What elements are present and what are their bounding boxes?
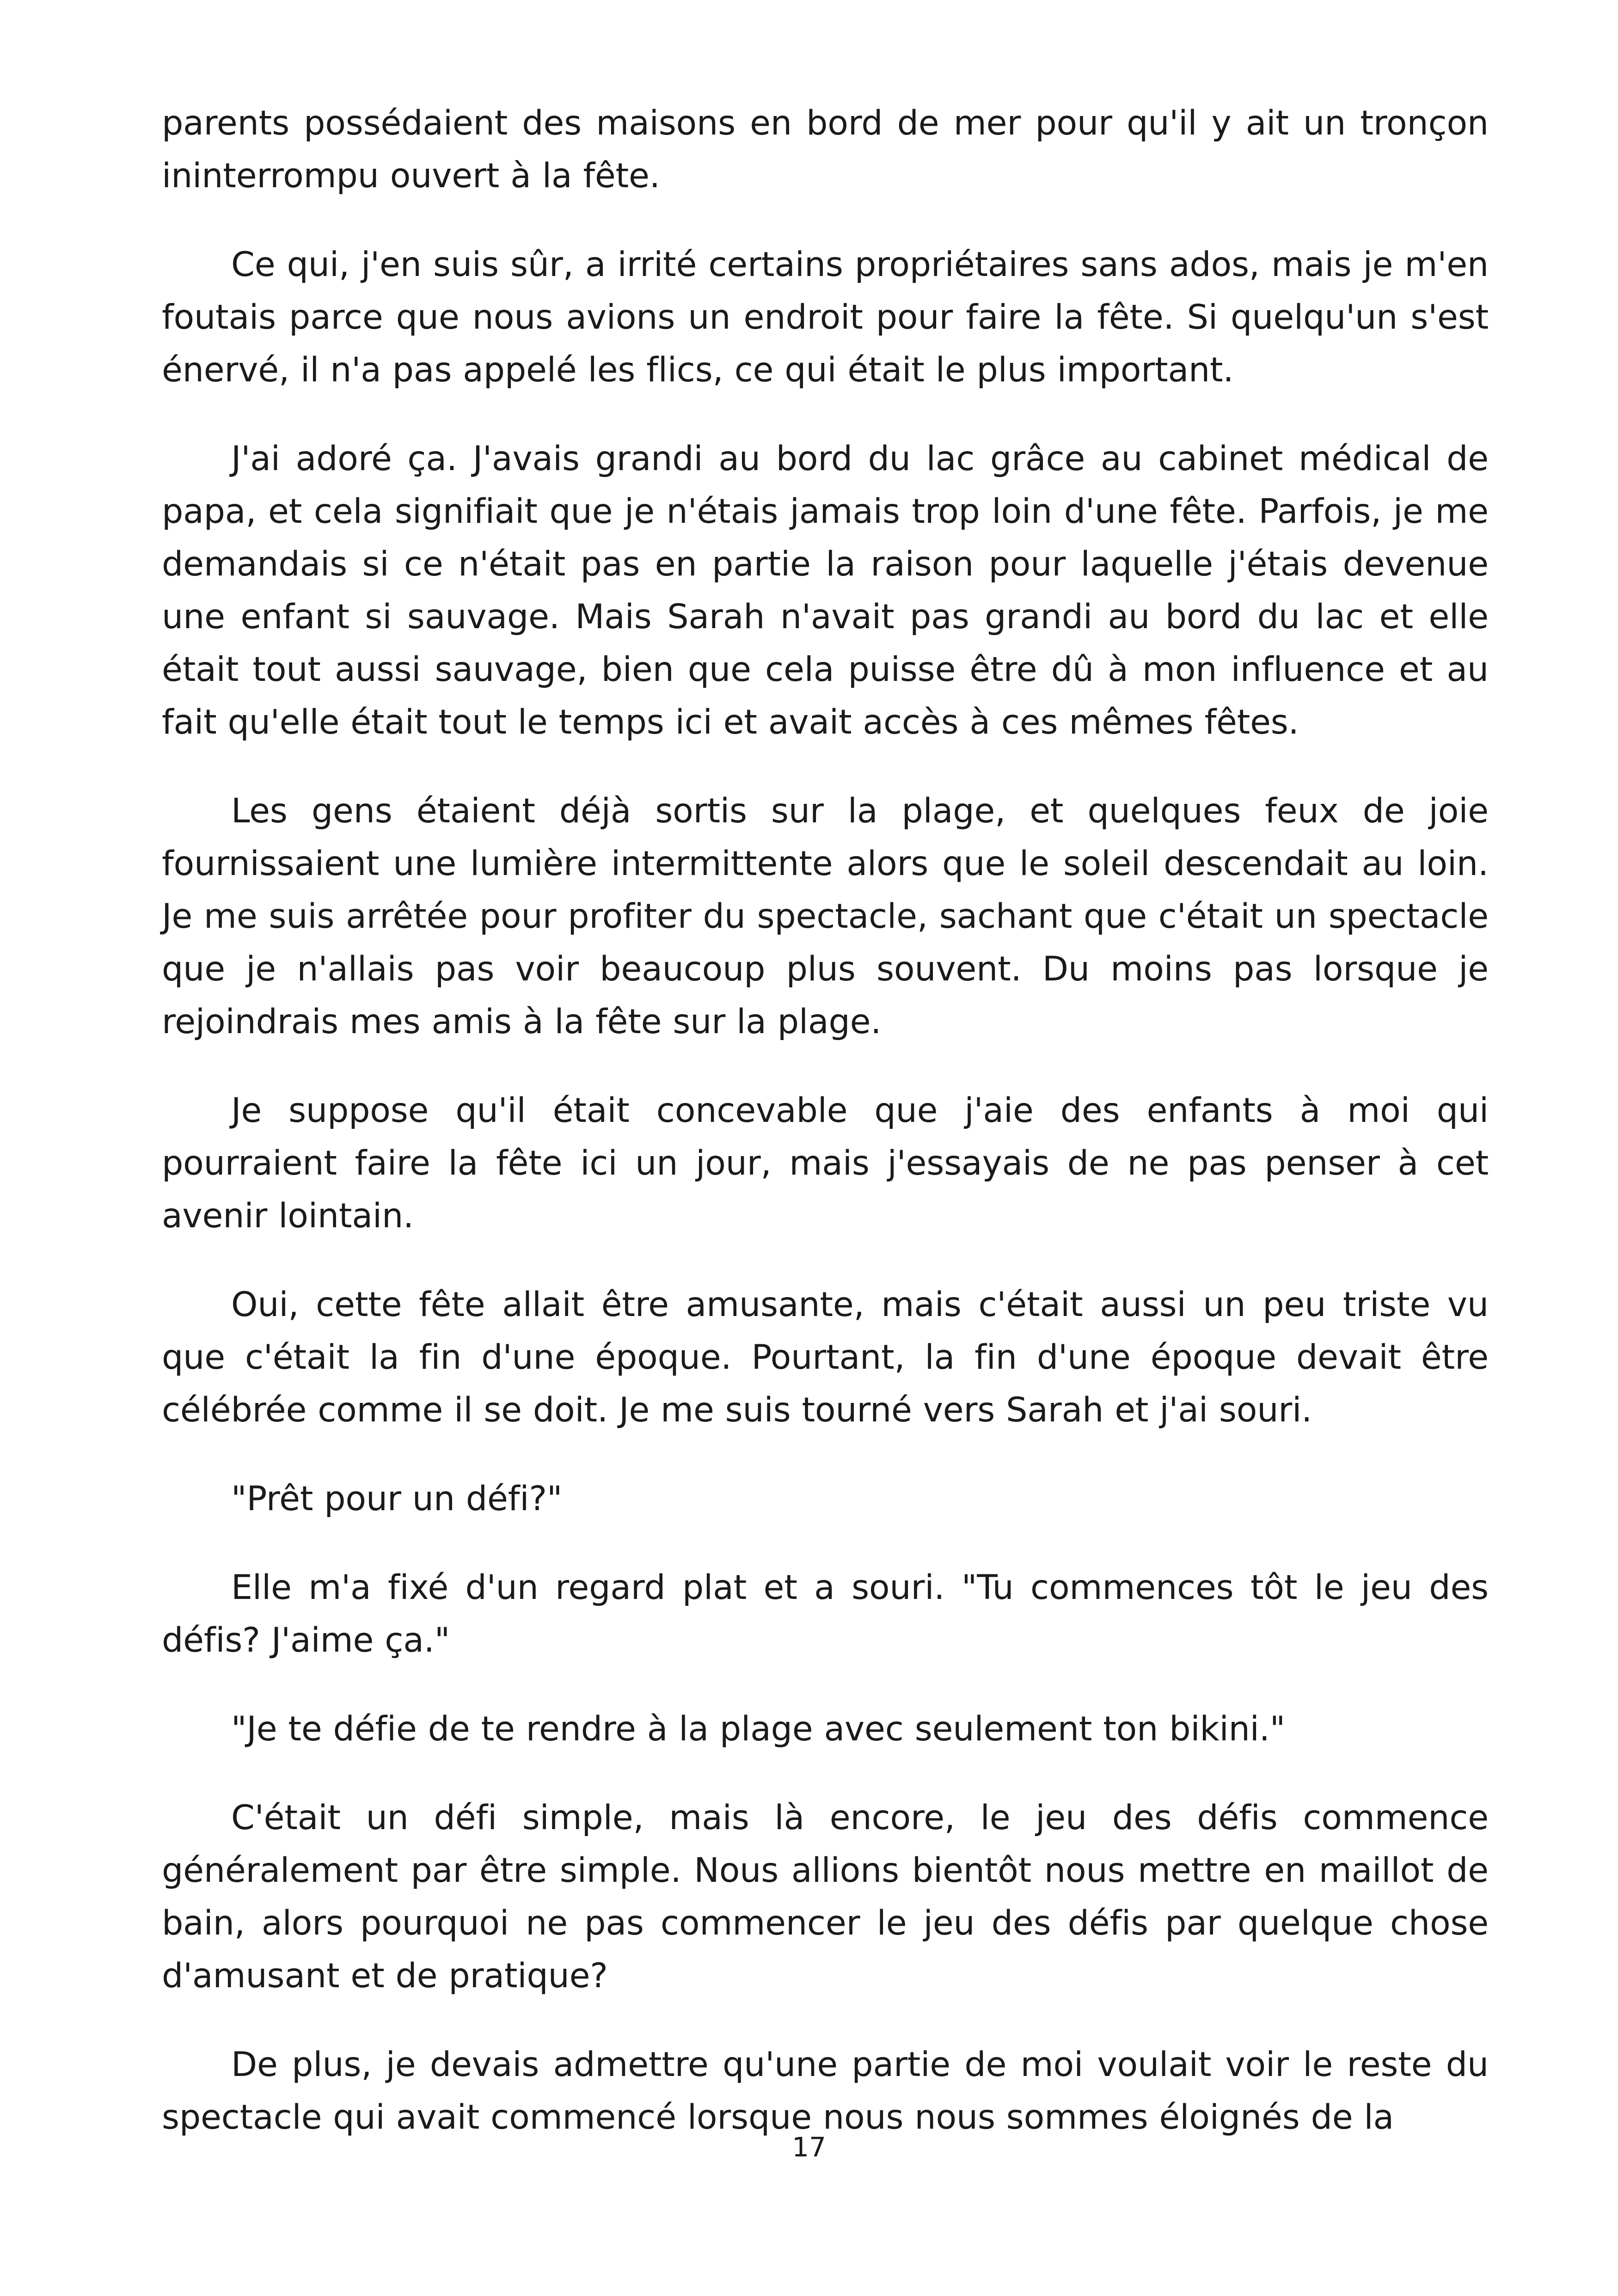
paragraph-10: C'était un défi simple, mais là encore, le jeu des défis commence généralement par être simple. Nous allions bientôt nous mettre en maillot de bain, alors pourquoi ne pas commencer le jeu des défis par quelque chose d'amusant et de pratique? — [162, 1798, 1489, 1996]
paragraph-5: Je suppose qu'il était concevable que j'aie des enfants à moi qui pourraient faire la fête ici un jour, mais j'essayais de ne pas penser à cet avenir lointain. — [162, 1091, 1489, 1236]
paragraph-9: "Je te défie de te rendre à la plage avec seulement ton bikini." — [231, 1709, 1286, 1749]
page-number: 17 — [792, 2131, 826, 2163]
paragraph-8: Elle m'a fixé d'un regard plat et a souri. "Tu commences tôt le jeu des défis? J'aime ça." — [162, 1568, 1489, 1660]
paragraph-1: parents possédaient des maisons en bord de mer pour qu'il y ait un tronçon ininterrompu ouvert à la fête. — [162, 104, 1489, 196]
paragraph-4: Les gens étaient déjà sortis sur la plage, et quelques feux de joie fournissaient une lumière intermittente alors que le soleil descendait au loin. Je me suis arrêtée pour profiter du spectacle, sachant que c'était un spectacle que je n'allais pas voir beaucoup plus souvent. Du moins pas lorsque je rejoindrais mes amis à la fête sur la plage. — [162, 791, 1489, 1041]
paragraph-3: J'ai adoré ça. J'avais grandi au bord du lac grâce au cabinet médical de papa, et cela signifiait que je n'étais jamais trop loin d'une fête. Parfois, je me demandais si ce n'était pas en partie la raison pour laquelle j'étais devenue une enfant si sauvage. Mais Sarah n'avait pas grandi au bord du lac et elle était tout aussi sauvage, bien que cela puisse être dû à mon influence et au fait qu'elle était tout le temps ici et avait accès à ces mêmes fêtes. — [162, 439, 1489, 742]
document-page — [162, 97, 1489, 2180]
paragraph-6: Oui, cette fête allait être amusante, mais c'était aussi un peu triste vu que c'était la fin d'une époque. Pourtant, la fin d'une époque devait être célébrée comme il se doit. Je me suis tourné vers Sarah et j'ai souri. — [162, 1285, 1489, 1430]
paragraph-7: "Prêt pour un défi?" — [231, 1479, 563, 1518]
paragraph-11: De plus, je devais admettre qu'une partie de moi voulait voir le reste du spectacle qui avait commencé lorsque nous nous sommes éloignés de la — [162, 2045, 1489, 2137]
paragraph-2: Ce qui, j'en suis sûr, a irrité certains propriétaires sans ados, mais je m'en foutais parce que nous avions un endroit pour faire la fête. Si quelqu'un s'est énervé, il n'a pas appelé les flics, ce qui était le plus important. — [162, 245, 1489, 390]
